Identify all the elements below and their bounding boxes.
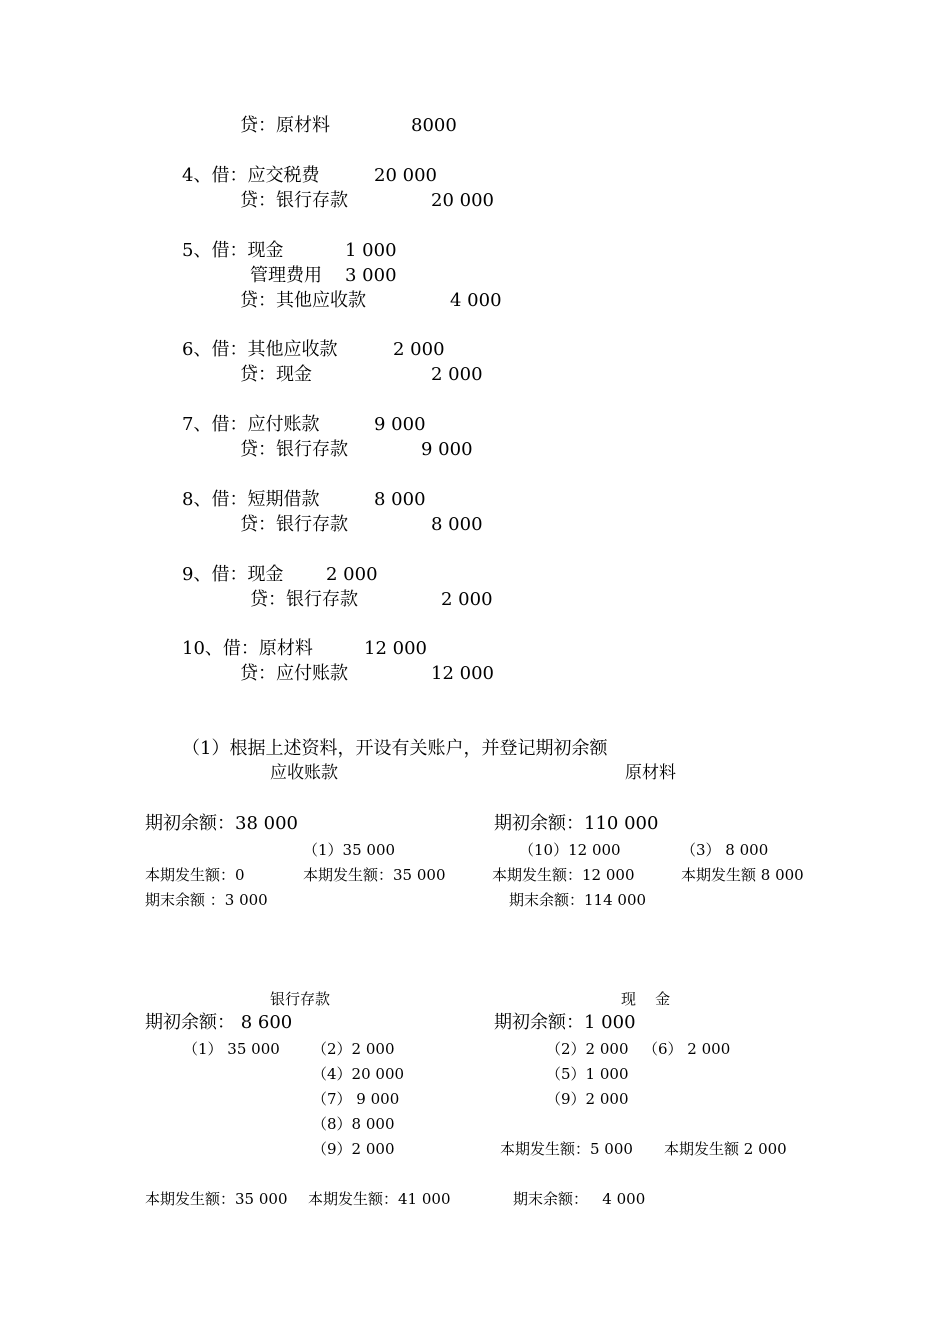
entry9-credit-amount: 2 000	[441, 589, 493, 610]
entry5-credit-amount: 4 000	[450, 290, 502, 311]
entry4-credit-label: 贷：银行存款	[240, 190, 348, 211]
raw-materials-debit-total: 本期发生额：12 000	[492, 866, 635, 884]
account-title-raw-materials: 原材料	[625, 763, 676, 783]
bank-credit-total: 本期发生额：41 000	[308, 1190, 451, 1208]
cash-debit-3: （9）2 000	[546, 1090, 629, 1108]
entry6-debit-amount: 2 000	[393, 339, 445, 360]
raw-materials-ending: 期末余额：114 000	[509, 891, 647, 909]
account-title-receivable: 应收账款	[270, 763, 338, 783]
entry7-credit-label: 贷：银行存款	[240, 439, 348, 460]
cash-opening: 期初余额：1 000	[494, 1012, 636, 1033]
raw-materials-debit-1: （10）12 000	[519, 841, 621, 859]
receivable-opening: 期初余额：38 000	[145, 813, 298, 834]
cash-ending: 期末余额： 4 000	[513, 1190, 646, 1208]
entry9-debit-label: 9、借：现金	[182, 564, 284, 585]
entry4-debit-amount: 20 000	[374, 165, 437, 186]
bank-debit-total: 本期发生额：35 000	[145, 1190, 288, 1208]
cash-credit-1: （6） 2 000	[643, 1040, 731, 1058]
entry8-debit-amount: 8 000	[374, 489, 426, 510]
entry6-debit-label: 6、借：其他应收款	[182, 339, 338, 360]
cash-credit-total: 本期发生额 2 000	[664, 1140, 787, 1158]
entry4-credit-amount: 20 000	[431, 190, 494, 211]
entry5-credit-label: 贷：其他应收款	[240, 290, 366, 311]
entry10-debit-label: 10、借：原材料	[182, 638, 313, 659]
entry4-debit-label: 4、借：应交税费	[182, 165, 320, 186]
entry5-debit-amount: 1 000	[345, 240, 397, 261]
cash-debit-1: （2）2 000	[546, 1040, 629, 1058]
cash-debit-total: 本期发生额：5 000	[500, 1140, 633, 1158]
account-title-cash: 现 金	[621, 990, 671, 1008]
account-title-bank: 银行存款	[270, 990, 331, 1008]
raw-materials-opening: 期初余额：110 000	[494, 813, 659, 834]
entry6-credit-label: 贷：现金	[240, 364, 312, 385]
entry5-debit2-amount: 3 000	[345, 265, 397, 286]
bank-credit-4: （8）8 000	[312, 1115, 395, 1133]
entry8-debit-label: 8、借：短期借款	[182, 489, 320, 510]
raw-materials-credit-1: （3） 8 000	[681, 841, 769, 859]
entry5-debit-label: 5、借：现金	[182, 240, 284, 261]
cash-debit-2: （5）1 000	[546, 1065, 629, 1083]
entry10-credit-amount: 12 000	[431, 663, 494, 684]
entry10-credit-label: 贷：应付账款	[240, 663, 348, 684]
instruction-text: （1）根据上述资料，开设有关账户，并登记期初余额	[182, 738, 608, 759]
receivable-credit-total: 本期发生额：35 000	[303, 866, 446, 884]
entry7-credit-amount: 9 000	[421, 439, 473, 460]
receivable-ending: 期末余额 ：3 000	[145, 891, 268, 909]
bank-debit-1: （1） 35 000	[183, 1040, 280, 1058]
bank-opening: 期初余额： 8 600	[145, 1012, 293, 1033]
entry7-debit-label: 7、借：应付账款	[182, 414, 320, 435]
raw-materials-credit-total: 本期发生额 8 000	[681, 866, 804, 884]
entry8-credit-label: 贷：银行存款	[240, 514, 348, 535]
bank-credit-2: （4）20 000	[312, 1065, 405, 1083]
entry10-debit-amount: 12 000	[364, 638, 427, 659]
entry9-debit-amount: 2 000	[326, 564, 378, 585]
bank-credit-5: （9）2 000	[312, 1140, 395, 1158]
entry8-credit-amount: 8 000	[431, 514, 483, 535]
entry9-credit-label: 贷：银行存款	[250, 589, 358, 610]
entry5-debit2-label: 管理费用	[250, 265, 322, 286]
entry3-credit-label: 贷：原材料	[240, 115, 330, 136]
receivable-credit-1: （1）35 000	[303, 841, 396, 859]
entry6-credit-amount: 2 000	[431, 364, 483, 385]
bank-credit-1: （2）2 000	[312, 1040, 395, 1058]
receivable-debit-total: 本期发生额：0	[145, 866, 245, 884]
bank-credit-3: （7） 9 000	[312, 1090, 400, 1108]
entry7-debit-amount: 9 000	[374, 414, 426, 435]
entry3-credit-amount: 8000	[411, 115, 457, 136]
